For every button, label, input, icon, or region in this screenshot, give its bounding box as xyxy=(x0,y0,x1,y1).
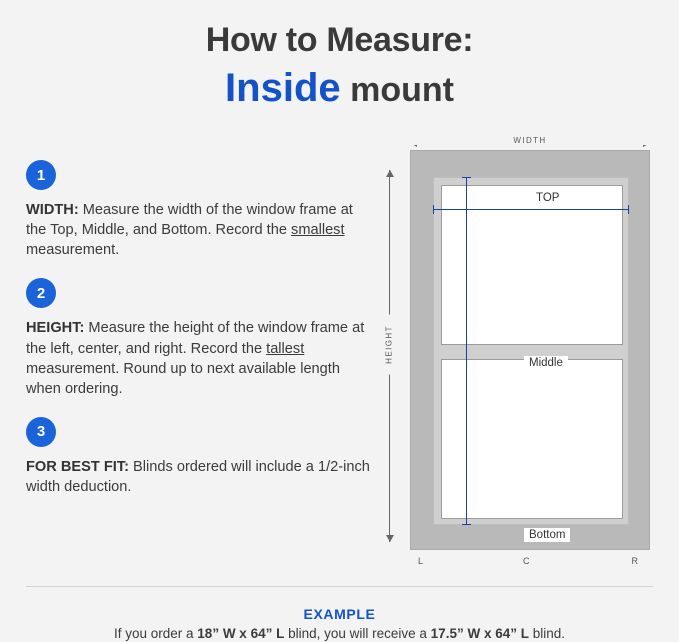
step-3-badge: 3 xyxy=(26,417,56,447)
window-frame-inner xyxy=(433,177,629,525)
example-result-size: 17.5” W x 64” L xyxy=(430,626,529,641)
page-title xyxy=(0,22,679,113)
width-dimension-arrow xyxy=(410,136,650,150)
step-1-text-b: measurement. xyxy=(26,242,120,259)
window-pane-bottom xyxy=(441,359,623,519)
window-diagram xyxy=(380,128,655,568)
footer-divider xyxy=(26,586,653,587)
example-suffix: blind. xyxy=(528,626,565,641)
measure-tick-height-top xyxy=(462,177,471,178)
step-2-text xyxy=(26,318,376,399)
measure-tick-width-right xyxy=(628,205,629,214)
example-prefix: If you order a xyxy=(114,626,198,641)
steps-list xyxy=(26,160,376,515)
step-2-label: HEIGHT: xyxy=(26,320,85,337)
step-3-text xyxy=(26,457,376,497)
measure-line-width-top xyxy=(433,209,629,210)
bottom-axis-labels xyxy=(410,556,650,570)
title-accent-word: Inside xyxy=(225,66,341,111)
step-1-label: WIDTH: xyxy=(26,202,79,218)
axis-label-right: R xyxy=(631,556,638,566)
step-1-badge: 1 xyxy=(26,160,56,190)
pane-label-top: TOP xyxy=(531,191,564,205)
window-frame xyxy=(410,150,650,550)
step-1-underlined: smallest xyxy=(291,222,345,239)
example-order-size: 18” W x 64” L xyxy=(197,626,285,641)
arrow-up-icon xyxy=(386,170,394,177)
step-2-text-a: Measure the height of the window frame at the left, center, and right. Record the xyxy=(26,320,365,357)
axis-label-left: L xyxy=(418,556,424,566)
axis-label-center: C xyxy=(523,556,530,566)
title-suffix: mount xyxy=(340,71,454,110)
example-middle: blind, you will receive a xyxy=(284,626,431,641)
step-1-text-a: Measure the width of the window frame at the Top, Middle, and Bottom. Record the xyxy=(26,202,353,239)
height-dimension-arrow xyxy=(383,170,397,542)
title-line-1: How to Measure: xyxy=(205,21,474,59)
step-2-text-b: measurement. Round up to next available length when ordering. xyxy=(26,360,340,397)
step-1-text xyxy=(26,200,376,260)
example-text xyxy=(0,626,679,641)
pane-label-middle: Middle xyxy=(524,356,568,370)
height-dimension-label: HEIGHT xyxy=(383,315,396,375)
step-2-badge: 2 xyxy=(26,278,56,308)
arrow-down-icon xyxy=(386,535,394,542)
pane-label-bottom: Bottom xyxy=(524,528,570,542)
measure-tick-height-bottom xyxy=(462,524,471,525)
example-title: EXAMPLE xyxy=(303,606,376,622)
measure-tick-width-left xyxy=(433,205,434,214)
step-2-underlined: tallest xyxy=(266,340,305,357)
width-dimension-label: WIDTH xyxy=(410,136,650,145)
step-1 xyxy=(26,160,376,260)
title-line-2 xyxy=(0,63,679,113)
step-2 xyxy=(26,278,376,399)
step-3 xyxy=(26,417,376,497)
step-3-text-a: Blinds ordered will include a 1/2-inch width deduction. xyxy=(26,458,370,495)
measure-line-height-center xyxy=(466,177,467,525)
step-3-label: FOR BEST FIT: xyxy=(26,458,129,475)
